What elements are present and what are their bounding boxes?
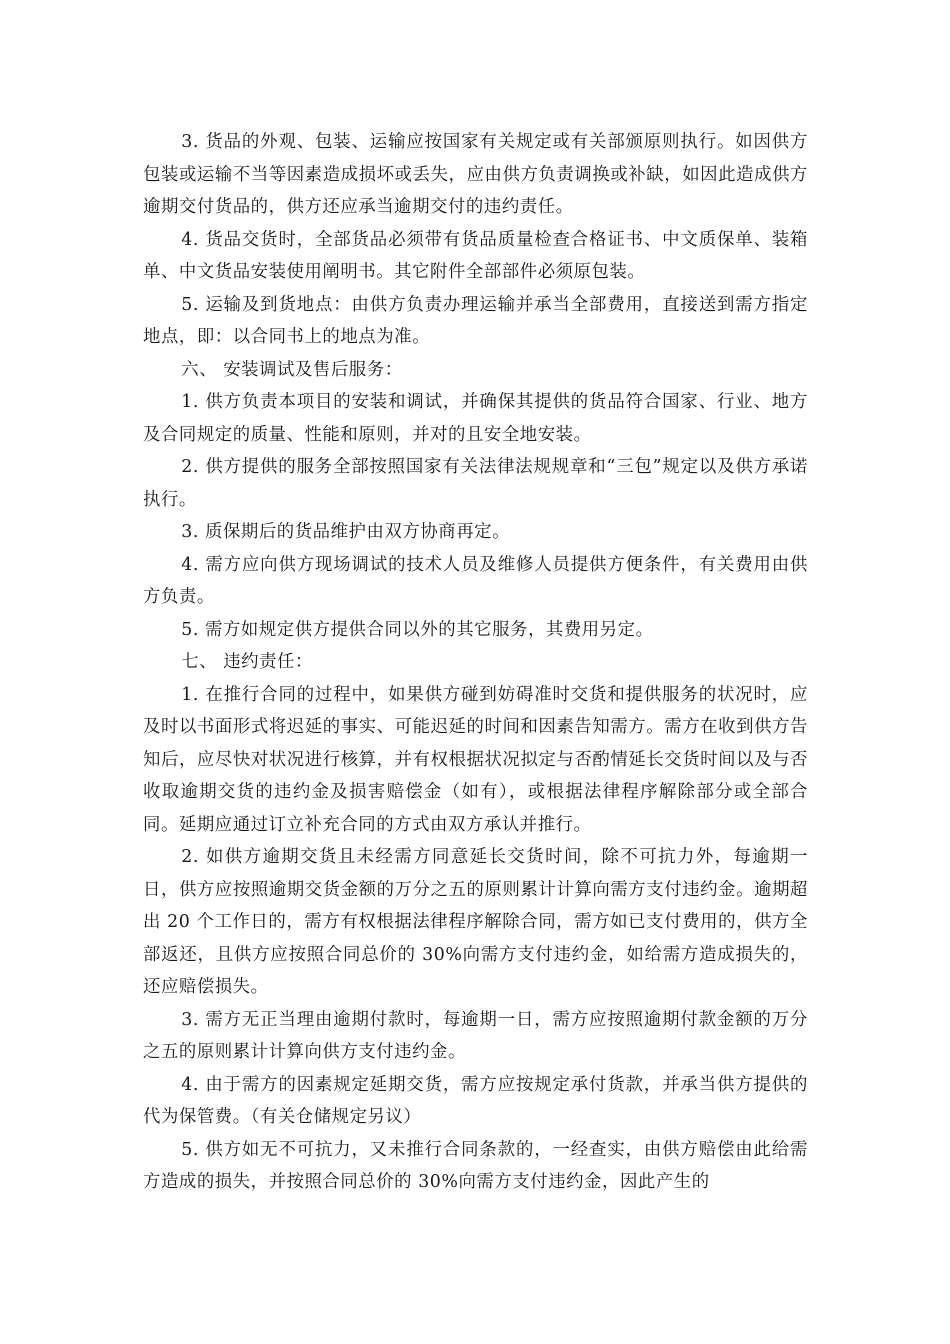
clause-6-1-installation: 1. 供方负责本项目的安装和调试，并确保其提供的货品符合国家、行业、地方及合同规定的质量、性能和原则，并对的且安全地安装。 — [143, 392, 808, 445]
clause-5-5-transport-destination: 5. 运输及到货地点：由供方负责办理运输并承当全部费用，直接送到需方指定地点，即：以合同书上的地点为准。 — [143, 294, 808, 347]
clause-7-2-late-delivery-penalty: 2. 如供方逾期交货且未经需方同意延长交货时间，除不可抗力外，每逾期一日，供方应按照逾期交货金额的万分之五的原则累计计算向需方支付违约金。逾期超出 20 个工作日的，需方有权根据法律程序解除合同，需方如已支付费用的，供方全部返还，且供方应按照合同总价的 30%向需方支付违约金，如给需方造成损失的，还应赔偿损失。 — [143, 847, 808, 997]
document-body — [143, 126, 808, 1199]
section-heading-installation-service: 六、 安装调试及售后服务： — [181, 359, 403, 380]
clause-5-3-packaging-transport: 3. 货品的外观、包装、运输应按国家有关规定或有关部颁原则执行。如因供方包装或运输不当等因素造成损坏或丢失，应由供方负责调换或补缺，如因此造成供方逾期交付货品的，供方还应承当逾期交付的违约责任。 — [143, 132, 808, 217]
clause-6-3-post-warranty: 3. 质保期后的货品维护由双方协商再定。 — [181, 522, 511, 542]
clause-6-5-extra-services: 5. 需方如规定供方提供合同以外的其它服务，其费用另定。 — [181, 619, 654, 640]
clause-5-4-delivery-documents: 4. 货品交货时，全部货品必须带有货品质量检查合格证书、中文质保单、装箱单、中文货品安装使用阐明书。其它附件全部部件必须原包装。 — [143, 229, 808, 282]
clause-7-1-delay-notice: 1. 在推行合同的过程中，如果供方碰到妨碍准时交货和提供服务的状况时，应及时以书面形式将迟延的事实、可能迟延的时间和因素告知需方。需方在收到供方告知后，应尽快对状况进行核算，并有权根据状况拟定与否酌情延长交货时间以及与否收取逾期交货的违约金及损害赔偿金（如有），或根据法律程序解除部分或全部合同。延期应通过订立补充合同的方式由双方承认并推行。 — [143, 684, 808, 835]
clause-7-3-late-payment-penalty: 3. 需方无正当理由逾期付款时，每逾期一日，需方应按照逾期付款金额的万分之五的原则累计计算向供方支付违约金。 — [143, 1009, 808, 1062]
clause-6-2-service-standards: 2. 供方提供的服务全部按照国家有关法律法规规章和“三包”规定以及供方承诺执行。 — [143, 457, 808, 510]
clause-6-4-onsite-conditions: 4. 需方应向供方现场调试的技术人员及维修人员提供方便条件，有关费用由供方负责。 — [143, 554, 808, 607]
clause-7-5-breach-compensation: 5. 供方如无不可抗力，又未推行合同条款的，一经查实，由供方赔偿由此给需方造成的损失，并按照合同总价的 30%向需方支付违约金，因此产生的 — [143, 1139, 808, 1192]
section-heading-liability: 七、 违约责任： — [181, 652, 313, 672]
clause-7-4-buyer-delay: 4. 由于需方的因素规定延期交货，需方应按规定承付货款，并承当供方提供的代为保管费。（有关仓储规定另议） — [143, 1074, 808, 1127]
